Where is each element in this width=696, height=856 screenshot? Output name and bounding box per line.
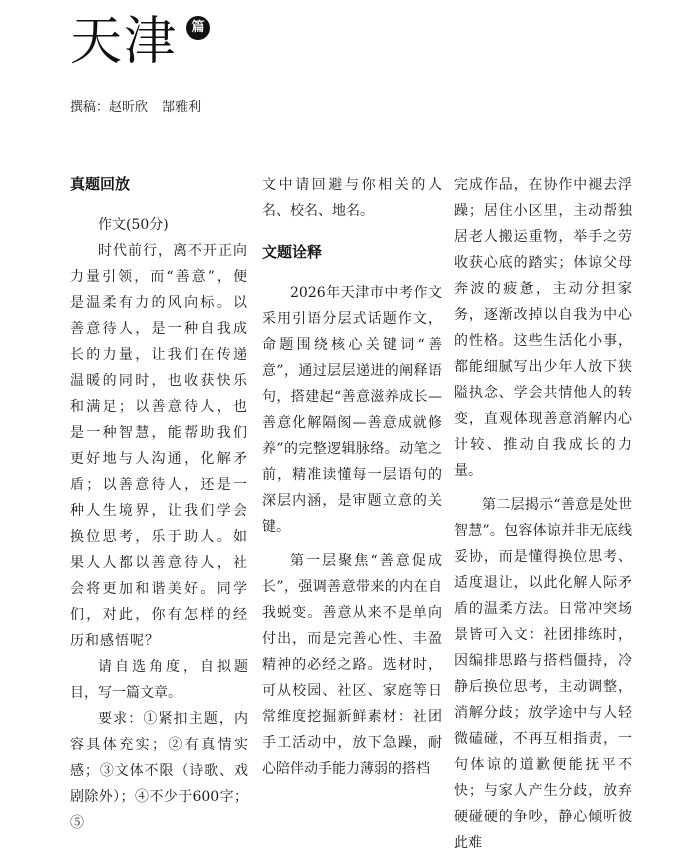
byline-label: 撰稿： [70,100,110,115]
page-title: 天津 [70,12,179,72]
page-header [70,10,205,76]
column-middle [262,172,442,782]
column-right [454,172,632,856]
author-name: 郜雅利 [162,100,202,115]
body-paragraph: 2026年天津市中考作文采用引语分层式话题作文，命题围绕核心关键词“善意”，通过层层递进的阐释语句，搭建起“善意滋养成长—善意化解隔阂—善意成就修养”的完整逻辑脉络。动笔之前，精准读懂每一层语句的深层内涵，是审题立意的关键。 [262,285,442,535]
body-paragraph: 完成作品，在协作中褪去浮躁；居住小区里，主动帮独居老人搬运重物，举手之劳收获心底的踏实；体谅父母奔波的疲惫，主动分担家务，逐渐改掉以自我为中心的性格。这些生活化小事，都能细腻写出少年人放下狭隘执念、学会共情他人的转变，直观体现善意消解内心计较、推动自我成长的力量。 [454,177,632,479]
section-heading: 真题回放 [70,175,131,193]
essay-prompt: 时代前行，离不开正向力量引领，而“善意”，便是温柔有力的风向标。以善意待人，是一种自我成长的力量，让我们在传递温暖的同时，也收获快乐和满足；以善意待人，也是一种智慧，能帮助我们更好地与人沟通，化解矛盾；以善意待人，还是一种人生境界，让我们学会换位思考，乐于助人。如果人人都以善意待人，社会将更加和谐美好。同学们，对此，你有怎样的经历和感悟呢？ [70,243,248,649]
essay-label: 作文(50分) [98,217,169,233]
author-name: 赵昕欣 [109,100,149,115]
column-left [70,170,248,836]
body-paragraph: 第二层揭示“善意是处世智慧”。包容体谅并非无底线妥协，而是懂得换位思考、适度退让，以此化解人际矛盾的温柔方法。日常冲突场景皆可入文：社团排练时，因编排思路与搭档僵持，冷静后换位思考，主动调整，消解分歧；放学途中与人轻微磕碰，不再互相指责，一句体谅的道歉便能抚平不快；与家人产生分歧，放弃硬碰硬的争吵，静心倾听彼此难 [454,497,632,851]
byline [70,96,201,115]
body-paragraph: 第一层聚焦“善意促成长”，强调善意带来的内在自我蜕变。善意从来不是单向付出，而是完善心性、丰盈精神的必经之路。选材时，可从校园、社区、家庭等日常维度挖掘新鲜素材：社团手工活动中，放下急躁，耐心陪伴动手能力薄弱的搭档 [262,553,442,777]
section-heading: 文题诠释 [262,243,323,261]
requirements-continuation: 文中请回避与你相关的人名、校名、地名。 [262,177,442,219]
essay-requirements: 要求：①紧扣主题，内容具体充实；②有真情实感；③文体不限（诗歌、戏剧除外）；④不少于600字；⑤ [70,711,248,831]
section-badge: 篇 [186,16,210,40]
essay-instruction: 请自选角度，自拟题目，写一篇文章。 [70,659,248,701]
